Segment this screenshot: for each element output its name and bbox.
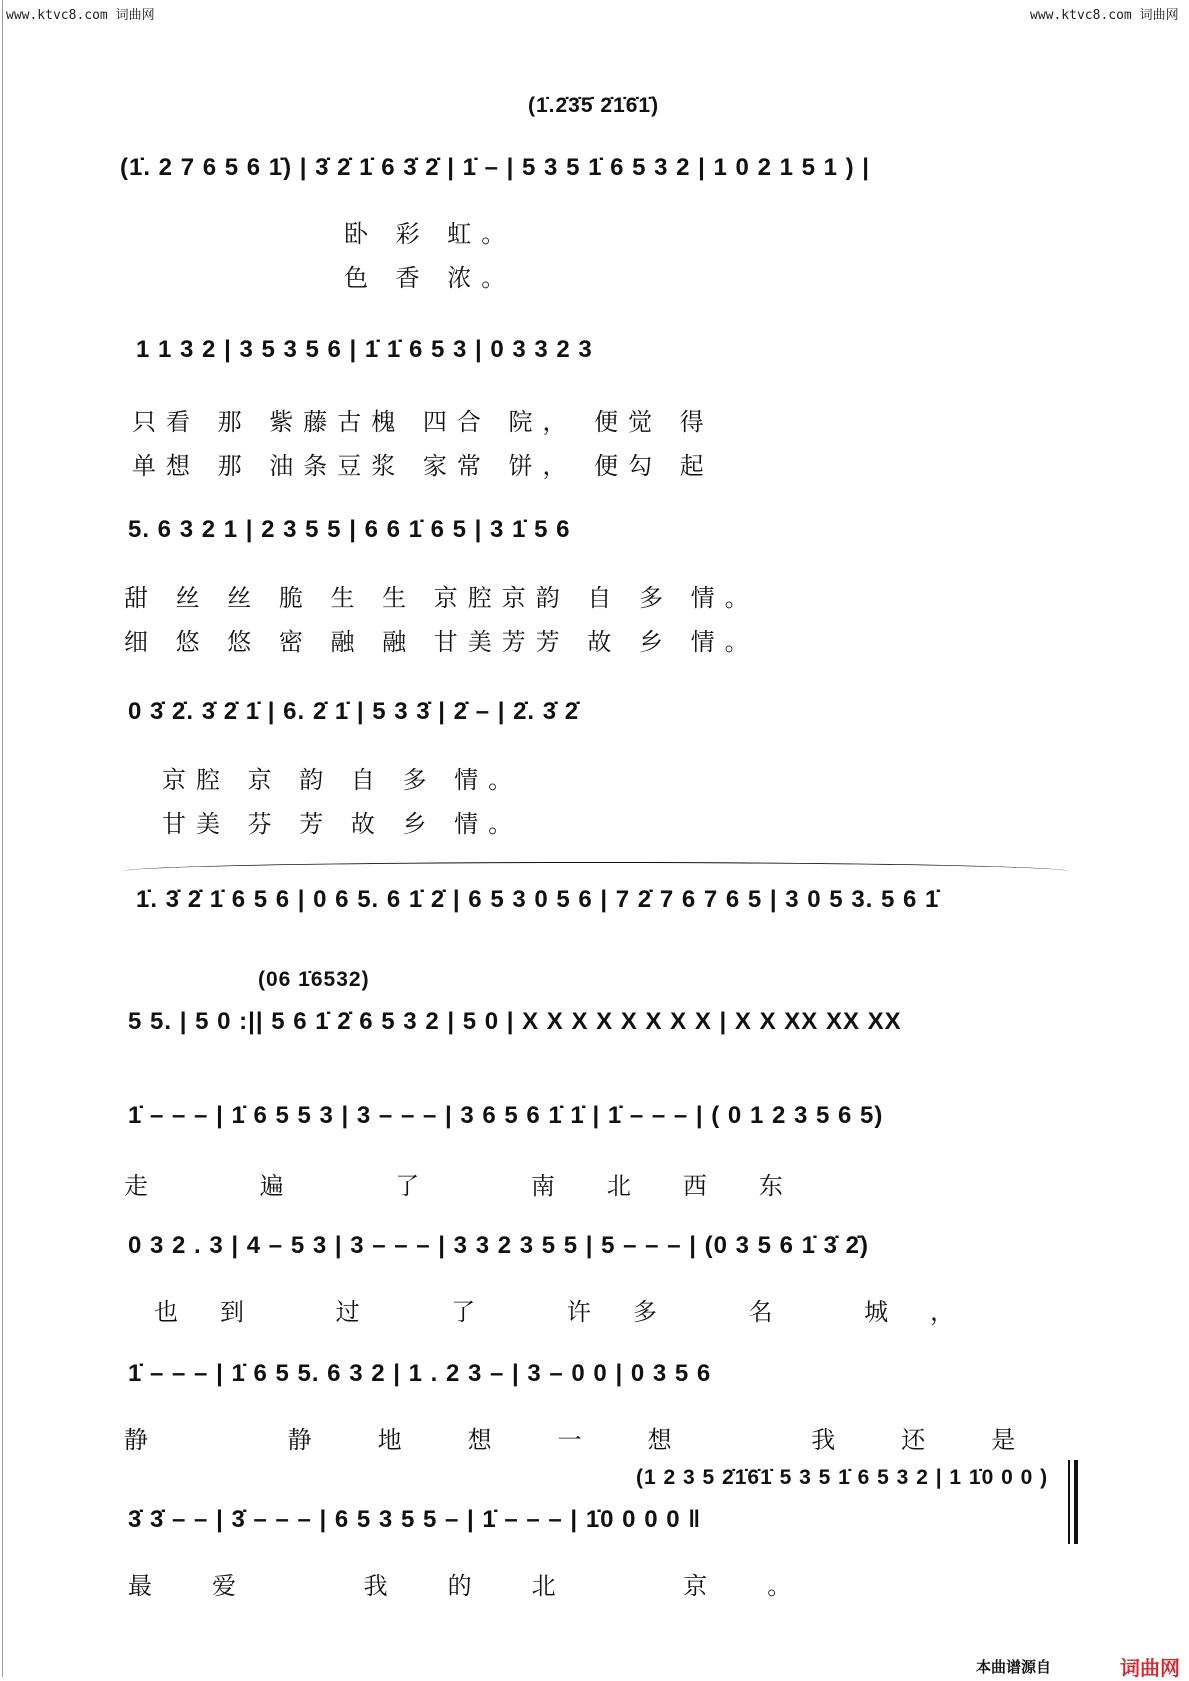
lyric-row-2-verse-1: 只看 那 紫藤古槐 四合 院， 便觉 得 — [132, 408, 714, 436]
grace-passage-1: (1̇.2̇3̇5̇ 2̇1̇6̇1̇) — [528, 94, 660, 117]
notation-row-2: 1 1 3 2 | 3 5 3 5 6 | 1̇ 1̇ 6 5 3 | 0 3 3 2 3 — [136, 336, 593, 363]
grace-passage-10: (1 2 3 5 2̇1̇6̇1̇ 5 3 5 1̇ 6 5 3 2 | 1 1̇0 0 0 ) — [636, 1466, 1049, 1489]
lyric-row-9: 静 静地想一想 我还是 — [124, 1426, 1082, 1454]
notation-row-9: 1̇ – – – | 1̇ 6 5 5. 6 3 2 | 1 . 2 3 – | 3 – 0 0 | 0 3 5 6 — [128, 1360, 712, 1387]
header-site-right: www.ktvc8.com 词曲网 — [1030, 8, 1179, 23]
footer-source-text: 本曲谱源自 — [976, 1658, 1052, 1676]
grace-passage-6: (06 1̇6532) — [258, 968, 370, 991]
notation-row-4: 0 3̇ 2̇. 3̇ 2̇ 1̇ | 6. 2̇ 1̇ | 5 3 3̇ | 2̇ – | 2̇. 3̇ 2̇ — [128, 698, 580, 725]
lyric-row-7: 走 遍 了 南北西东 — [124, 1172, 835, 1200]
footer-logo[interactable]: 词曲网 — [1120, 1656, 1180, 1680]
lyric-row-10: 最爱 我的北 京。 — [128, 1572, 852, 1600]
lyric-row-3-verse-1: 甜 丝 丝 脆 生 生 京腔京韵 自 多 情。 — [124, 584, 759, 612]
final-barline-thick — [1074, 1460, 1078, 1544]
final-barline-thin — [1068, 1460, 1070, 1544]
lyric-row-4-verse-1: 京腔 京 韵 自 多 情。 — [162, 766, 523, 794]
lyric-row-4-verse-2: 甘美 芬 芳 故 乡 情。 — [162, 810, 523, 838]
long-slur-row-5 — [122, 862, 1070, 881]
notation-row-6: 5 5. | 5 0 :|| 5 6 1̇ 2̇ 6 5 3 2 | 5 0 | X X X X X X X X | X X XX XX XX — [128, 1008, 902, 1035]
notation-row-3: 5. 6 3 2 1 | 2 3 5 5 | 6 6 1̇ 6 5 | 3 1̇ 5 6 — [128, 516, 571, 543]
header-site-left: www.ktvc8.com 词曲网 — [6, 8, 155, 23]
lyric-row-2-verse-2: 单想 那 油条豆浆 家常 饼， 便勾 起 — [132, 452, 714, 480]
notation-row-5: 1̇. 3̇ 2̇ 1̇ 6 5 6 | 0 6 5. 6 1̇ 2̇ | 6 5 3 0 5 6 | 7 2̇ 7 6 7 6 5 | 3 0 5 3. 5 6 1̇ — [136, 886, 940, 913]
notation-row-7: 1̇ – – – | 1̇ 6 5 5 3 | 3 – – – | 3 6 5 6 1̇ 1̇ | 1̇ – – – | ( 0 1 2 3 5 6 5) — [128, 1102, 884, 1129]
notation-row-8: 0 3 2 . 3 | 4 – 5 3 | 3 – – – | 3 3 2 3 5 5 | 5 – – – | (0 3 5 6 1̇ 3̇ 2̇) — [128, 1232, 870, 1259]
lyric-row-1-verse-2: 色 香 浓。 — [344, 264, 516, 292]
page-left-border — [2, 0, 3, 1677]
lyric-row-8: 也到 过 了 许多 名 城， — [154, 1298, 997, 1326]
notation-row-10: 3̇ 3̇ – – | 3̇ – – – | 6 5 3 5 5 – | 1̇ – – – | 1̇0 0 0 0 ‖ — [128, 1506, 702, 1533]
notation-row-1: (1̇. 2 7 6 5 6 1̇) | 3̇ 2̇ 1̇ 6 3̇ 2̇ | 1̇ – | 5 3 5 1̇ 6 5 3 2 | 1 0 2 1 5 1 ) | — [120, 154, 871, 181]
lyric-row-3-verse-2: 细 悠 悠 密 融 融 甘美芳芳 故 乡 情。 — [124, 628, 759, 656]
lyric-row-1-verse-1: 卧 彩 虹。 — [344, 220, 516, 248]
